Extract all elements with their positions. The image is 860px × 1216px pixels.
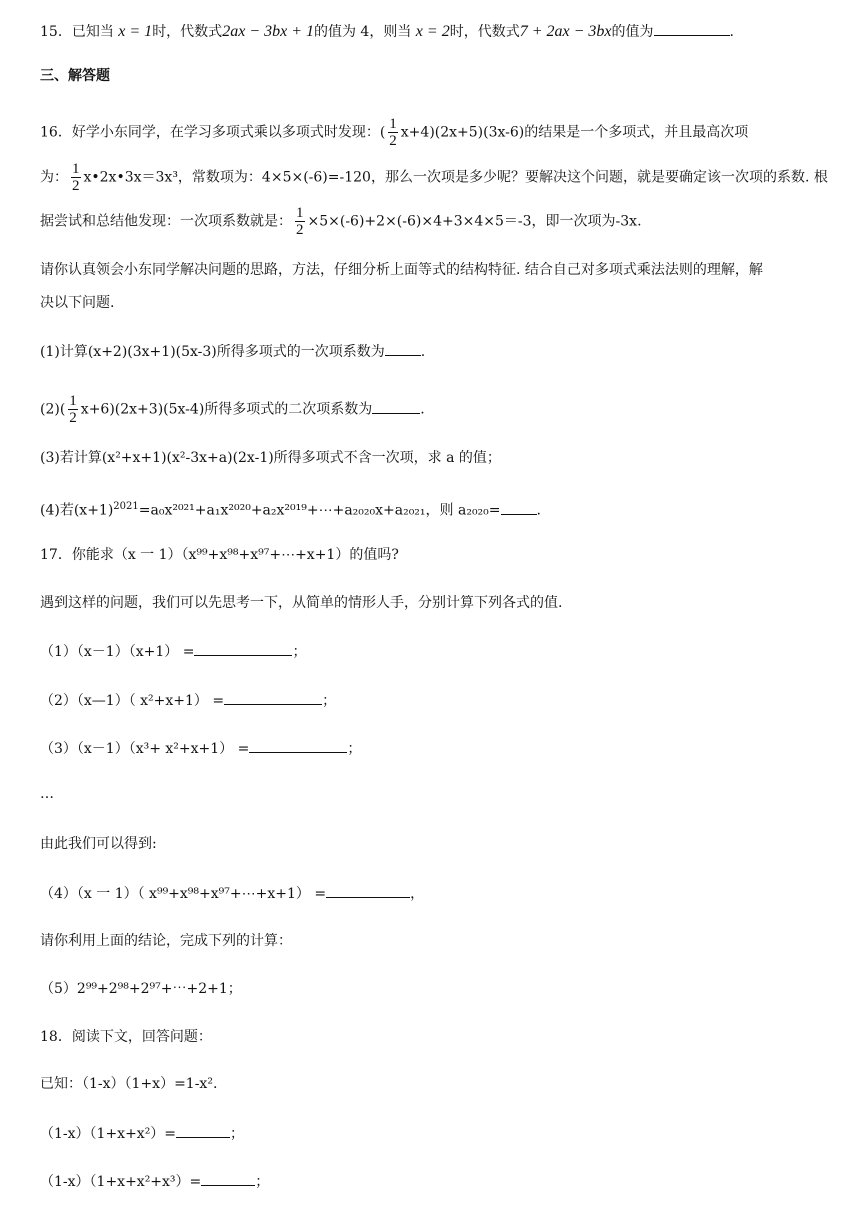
q17-part-text: （3）（x－1）（x³+ x²+x+1） = <box>40 741 250 757</box>
answer-blank[interactable] <box>654 21 730 36</box>
answer-blank[interactable] <box>201 1171 255 1186</box>
q16-part-3: (3)若计算(x²+x+1)(x²-3x+a)(2x-1)所得多项式不含一次项，求 a 的值； <box>40 450 501 466</box>
q15-math: 2ax − 3bx + 1 <box>222 23 314 40</box>
q15-text: 已知当 <box>71 24 114 40</box>
q18-part-text: （1-x）（1+x+x²+x³）= <box>40 1174 202 1190</box>
q18-line-1: 18．阅读下文，回答问题： <box>40 1029 212 1045</box>
q15-text: 时，代数式 <box>449 24 520 40</box>
q15-number: 15． <box>40 24 72 40</box>
q16-part-2 <box>40 393 836 426</box>
q16-text: ×5×(-6)+2×(-6)×4+3×4×5＝-3，即一次项为-3x. <box>307 213 642 230</box>
q15-math: x = 2 <box>415 23 450 40</box>
answer-blank[interactable] <box>501 500 537 515</box>
q17-part-2 <box>40 690 836 711</box>
ellipsis: … <box>40 786 54 802</box>
q16-part-1 <box>40 341 836 362</box>
q16-line-1 <box>40 116 836 149</box>
q17-part-1 <box>40 641 836 662</box>
q15-text: 的值为 4，则当 <box>313 24 412 40</box>
q16-part-text: =a₀x²⁰²¹+a₁x²⁰²⁰+a₂x²⁰¹⁹+⋯+a₂₀₂₀x+a₂₀₂₁，则 a₂₀₂₀= <box>138 502 501 519</box>
q18-part-text: ； <box>255 1174 270 1190</box>
q16-text: x+4)(2x+5)(3x-6)的结果是一个多项式，并且最高次项 <box>400 124 749 141</box>
q16-part-text: (4)若(x+1) <box>40 502 114 519</box>
q16-line-4: 请你认真领会小东同学解决问题的思路，方法，仔细分析上面等式的结构特征. 结合自己对多项式乘法法则的理解，解 <box>40 262 763 278</box>
q15-text: 时，代数式 <box>152 24 223 40</box>
q16-line-5: 决以下问题. <box>40 295 115 311</box>
exponent: 2021 <box>113 501 139 512</box>
q17-line-3: 由此我们可以得到: <box>40 836 157 852</box>
q17-part-5: （5）2⁹⁹+2⁹⁸+2⁹⁷+⋯+2+1； <box>40 981 242 997</box>
answer-blank[interactable] <box>372 399 420 414</box>
answer-blank[interactable] <box>194 641 292 656</box>
q16-part-text: x+6)(2x+3)(5x-4)所得多项式的二次项系数为 <box>80 401 373 418</box>
q15-math: x = 1 <box>118 23 153 40</box>
fraction-half: $\frac{1}{2}$ <box>69 393 77 426</box>
answer-blank[interactable] <box>224 690 322 705</box>
q17-part-text: （4）（x 一 1）（ x⁹⁹+x⁹⁸+x⁹⁷+⋯+x+1） = <box>40 886 327 902</box>
q17-line-1: 17．你能求（x 一 1）（x⁹⁹+x⁹⁸+x⁹⁷+⋯+x+1）的值吗? <box>40 547 399 563</box>
fraction-half: $\frac{1}{2}$ <box>296 205 304 238</box>
q15-math: 7 + 2ax − 3bx <box>519 23 612 40</box>
answer-blank[interactable] <box>385 341 421 356</box>
q17-part-text: ； <box>322 693 337 709</box>
q16-line-2 <box>40 161 836 194</box>
q16-text: 16．好学小东同学，在学习多项式乘以多项式时发现：( <box>40 124 386 141</box>
q16-part-4 <box>40 497 836 521</box>
q16-text: 为： <box>40 169 68 186</box>
q15-text: . <box>729 24 734 40</box>
answer-blank[interactable] <box>249 738 347 753</box>
q18-part-1 <box>40 1123 836 1144</box>
q17-part-4 <box>40 883 836 904</box>
q17-line-2: 遇到这样的问题，我们可以先思考一下，从简单的情形人手，分别计算下列各式的值. <box>40 595 563 611</box>
q16-part-text: . <box>420 401 425 418</box>
q16-part-text: (1)计算(x+2)(3x+1)(5x-3)所得多项式的一次项系数为 <box>40 344 385 360</box>
q16-text: x•2x•3x＝3x³，常数项为：4×5×(-6)=-120，那么一次项是多少呢？要解决这个问题，就是要确定该一次项的系数. 根 <box>83 169 828 186</box>
fraction-half: $\frac{1}{2}$ <box>72 161 80 194</box>
q17-part-text: （1）（x－1）（x+1） = <box>40 644 195 660</box>
q18-line-2: 已知：（1-x）（1+x）=1-x². <box>40 1076 218 1092</box>
answer-blank[interactable] <box>326 883 410 898</box>
q17-part-text: ； <box>292 644 307 660</box>
q16-part-text: . <box>420 344 426 360</box>
q16-line-3 <box>40 205 836 238</box>
q18-part-2 <box>40 1171 836 1192</box>
q17-part-text: ； <box>347 741 362 757</box>
q16-part-text: . <box>536 502 541 519</box>
q17-part-3 <box>40 738 836 759</box>
fraction-half: $\frac{1}{2}$ <box>389 116 397 149</box>
q17-part-text: （2）（x—1）（ x²+x+1） = <box>40 693 225 709</box>
q15-text: 的值为 <box>611 24 654 40</box>
q18-part-text: （1-x）（1+x+x²）= <box>40 1126 177 1142</box>
q16-text: 据尝试和总结他发现：一次项系数就是： <box>40 213 292 230</box>
q17-line-4: 请你利用上面的结论，完成下列的计算： <box>40 933 292 949</box>
q18-part-text: ； <box>230 1126 245 1142</box>
q16-part-text: (2)( <box>40 401 66 418</box>
section-heading: 三、解答题 <box>40 68 110 84</box>
q15-line <box>40 21 836 42</box>
answer-blank[interactable] <box>176 1123 230 1138</box>
q17-part-text: ， <box>410 886 425 902</box>
